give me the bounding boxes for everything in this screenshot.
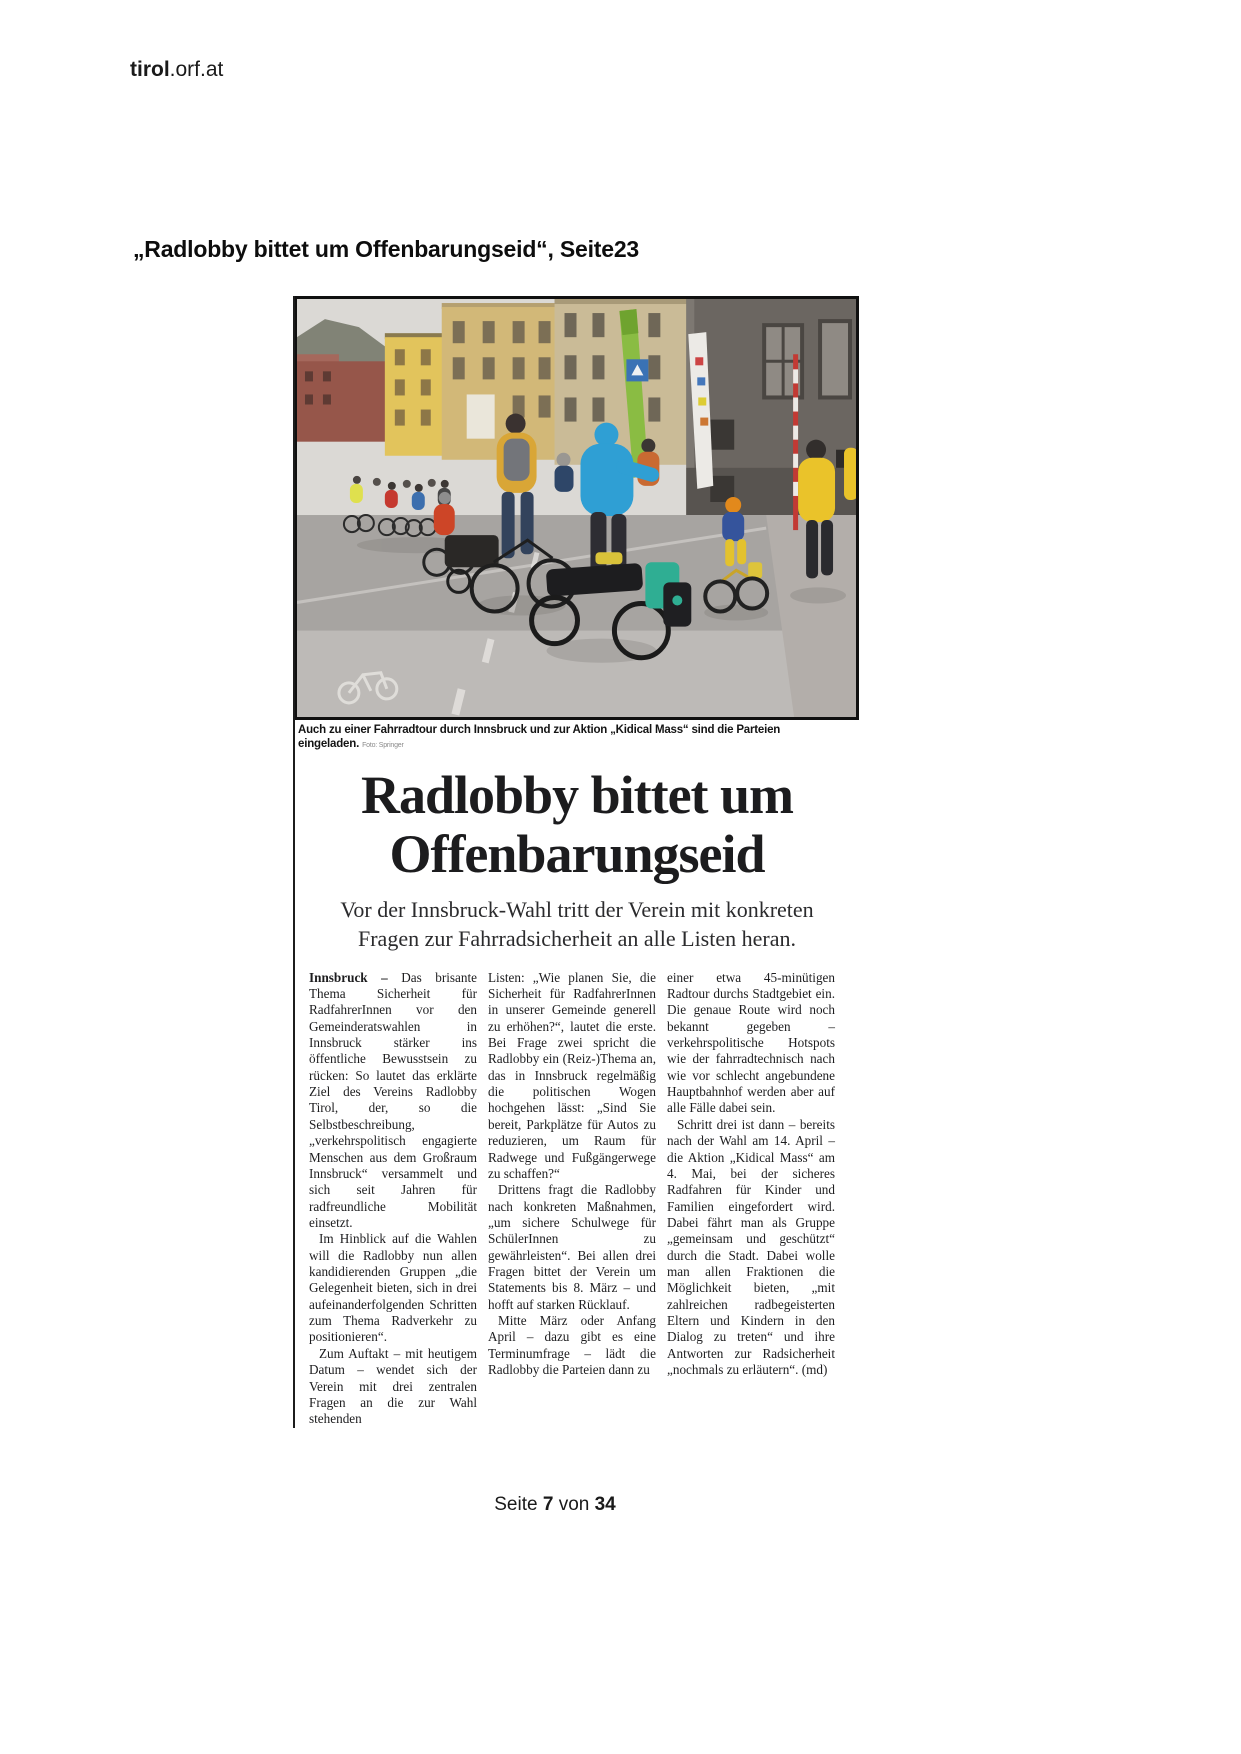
article-photo-illustration [297, 299, 856, 717]
newspaper-clipping [293, 296, 859, 1428]
article-column-2 [488, 970, 656, 1428]
article-paragraph: Mitte März oder Anfang April – dazu gibt es eine Terminumfrage – lädt die Radlobby die Parteien dann zu [488, 1313, 656, 1378]
article-headline-line1: Radlobby bittet um [360, 764, 794, 825]
article-column-1 [309, 970, 477, 1428]
site-brand-bold: tirol [130, 58, 170, 81]
article-paragraph: Innsbruck – Das brisante Thema Sicherheit für RadfahrerInnen vor den Gemeinderatswahlen in Innsbruck stärker ins öffentliche Bewusstsein zu rücken: So lautet das erklärte Ziel des Vereins Radlobby Tirol, der, so die Selbstbeschreibung, „verkehrspolitisch engagierte Menschen aus dem Großraum Innsbruck“ versammelt und sich seit Jahren für radfreundliche Mobilität einsetzt. [309, 969, 477, 1230]
footer-separator: von [558, 1494, 590, 1515]
article-body [295, 970, 859, 1428]
article-paragraph: einer etwa 45-minütigen Radtour durchs Stadtgebiet ein. Die genaue Route wird noch bekannt gegeben – verkehrspolitische Hotspots wie der fahrradtechnisch nach wie vor schlecht angebundene Hauptbahnhof werden aber auf alle Fälle dabei sein. [667, 969, 835, 1116]
footer-prefix: Seite [494, 1494, 538, 1515]
photo-credit: Foto: Springer [362, 741, 404, 749]
traffic-pole [793, 354, 798, 530]
footer-page-number: 7 [542, 1494, 554, 1515]
article-paragraph: Schritt drei ist dann – bereits nach der Wahl am 14. April – die Aktion „Kidical Mass“ am 4. Mai, bei der sicheres Radfahren für Kinder und Familien eingefordert wird. Dabei fährt man als Gruppe „gemeinsam und geschützt“ durch die Stadt. Dabei wolle man allen Fraktionen die Möglichkeit bieten, „mit zahlreichen radbegeisterten Eltern und Kindern in den Dialog zu treten“ und ihre Antworten zur Radsicherheit „nochmals zu erläutern“. (md) [667, 1116, 835, 1378]
footer-total-pages: 34 [594, 1494, 616, 1515]
article-column-3 [667, 970, 835, 1428]
article-subheadline: Vor der Innsbruck-Wahl tritt der Verein mit konkreten Fragen zur Fahrradsicherheit an alle Listen heran. [340, 897, 814, 951]
site-brand [130, 58, 223, 82]
site-brand-rest: .orf.at [169, 58, 224, 81]
article-paragraph: Zum Auftakt – mit heutigem Datum – wendet sich der Verein mit drei zentralen Fragen an die zur Wahl stehenden [309, 1345, 477, 1427]
article-paragraph: Im Hinblick auf die Wahlen will die Radlobby nun allen kandidierenden Gruppen „die Gelegenheit bieten, sich in drei aufeinanderfolgenden Schritten zum Thema Radverkehr zu positionieren“. [309, 1231, 477, 1345]
article-paragraph: Listen: „Wie planen Sie, die Sicherheit für RadfahrerInnen in unserer Gemeinde generell zu erhöhen?“, lautet die erste. Bei Frage zwei spricht die Radlobby ein (Reiz-)Thema an, das in Innsbruck regelmäßig die politischen Wogen hochgehen lässt: „Sind Sie bereit, Parkplätze für Autos zu reduzieren, um Raum für Radwege und Fußgängerwege zu schaffen?“ [488, 969, 656, 1181]
article-lead-location: Innsbruck – [309, 969, 402, 985]
page-footer [0, 1494, 1110, 1516]
page-title: „Radlobby bittet um Offenbarungseid“, Seite23 [133, 236, 640, 262]
article-photo [295, 296, 859, 720]
article-paragraph: Drittens fragt die Radlobby nach konkreten Maßnahmen, „um sichere Schulwege für SchülerInnen zu gewährleisten“. Bei allen drei Fragen bittet der Verein um Statements bis 8. März – und hofft auf starken Rücklauf. [488, 1182, 656, 1312]
photo-caption [298, 724, 859, 752]
article-headline-line2: Offenbarungseid [389, 823, 765, 884]
article-headline [295, 766, 859, 885]
photo-caption-text: Auch zu einer Fahrradtour durch Innsbruck und zur Aktion „Kidical Mass“ sind die Parteien eingeladen. [298, 724, 781, 750]
